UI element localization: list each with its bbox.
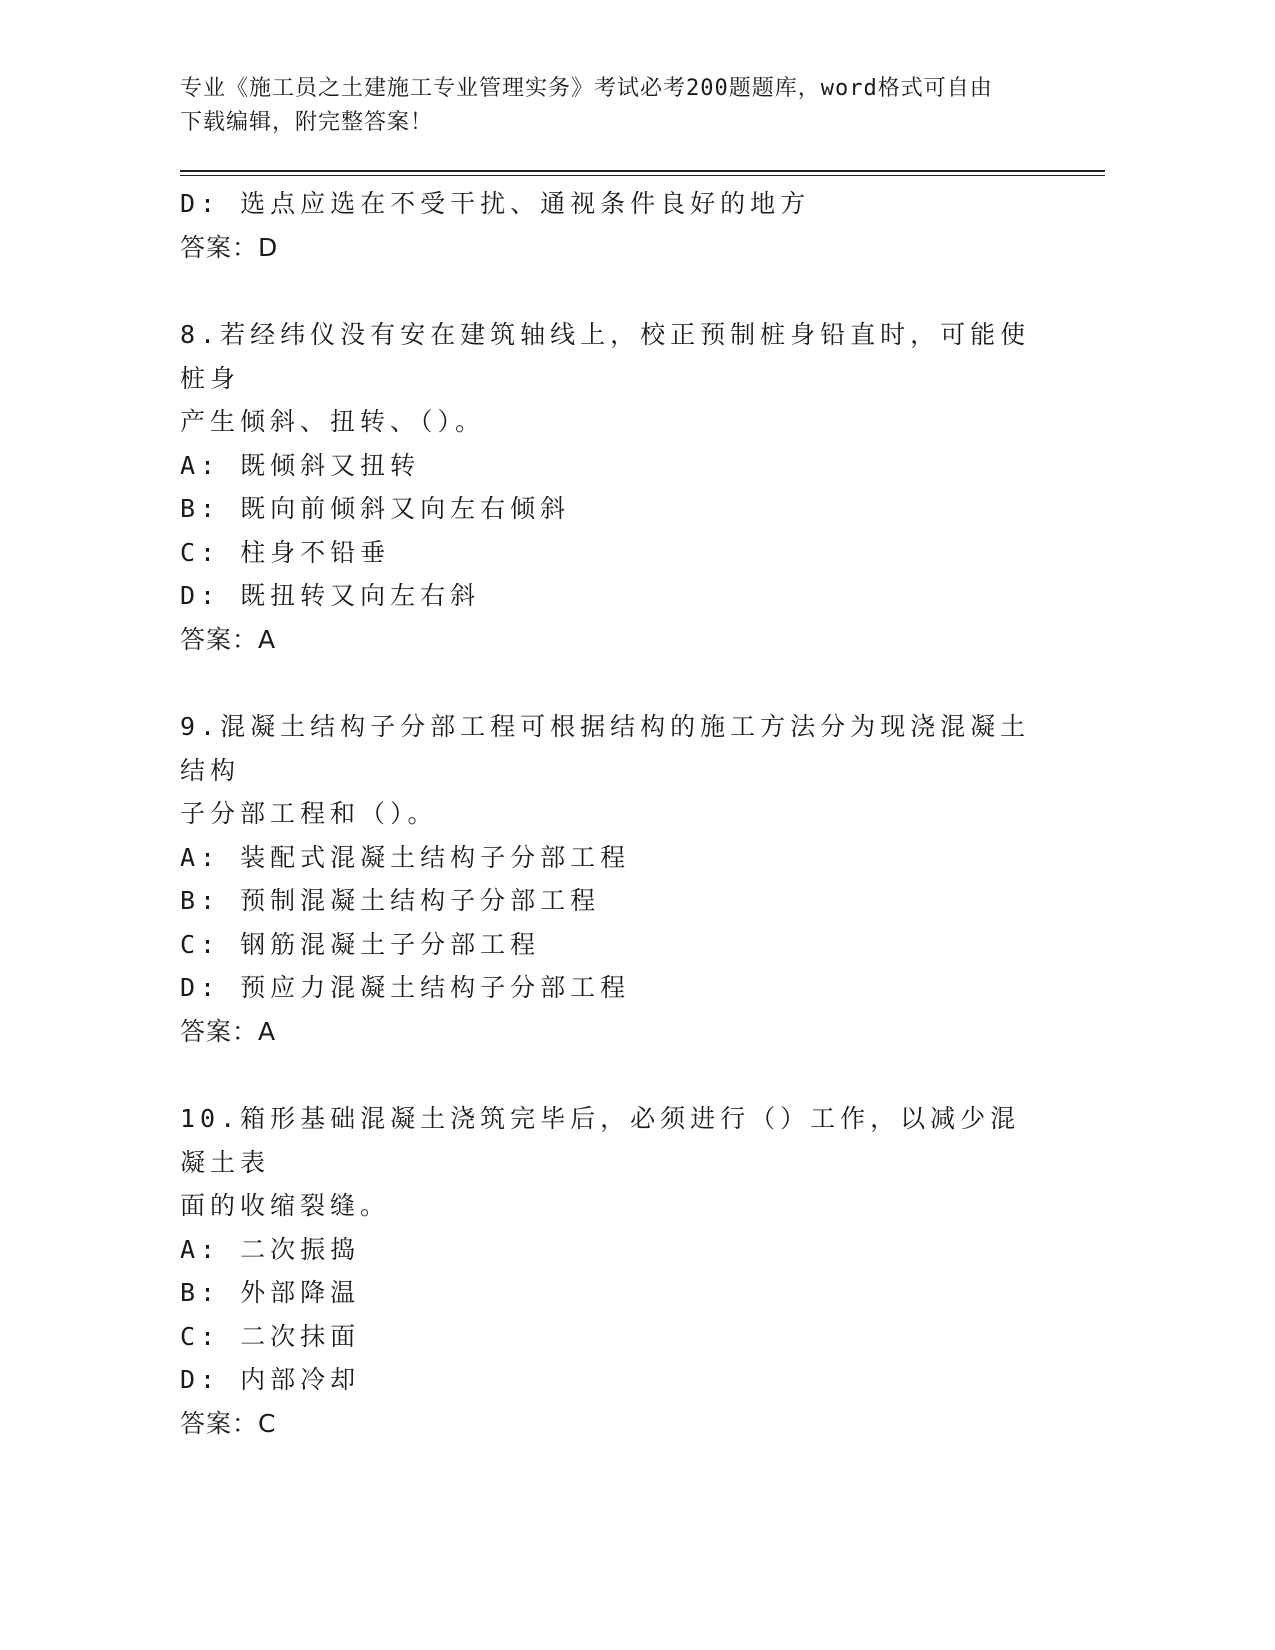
question-text-line: 子分部工程和（）。 [180, 799, 438, 828]
page-header [180, 72, 1040, 140]
option-d: D: 预应力混凝土结构子分部工程 [180, 973, 631, 1002]
option-a: A: 装配式混凝土结构子分部工程 [180, 842, 631, 872]
previous-question-tail [180, 182, 1080, 269]
option-b: B: 预制混凝土结构子分部工程 [180, 886, 601, 915]
option-d: D: 既扭转又向左右斜 [180, 581, 481, 610]
header-line-2: 下载编辑，附完整答案！ [180, 110, 434, 135]
answer-line: 答案：C [180, 1408, 277, 1438]
option-c: C: 二次抹面 [180, 1321, 361, 1351]
answer-line: 答案：D [180, 232, 279, 262]
question-10 [180, 1097, 1080, 1445]
answer-line: 答案：A [180, 1016, 277, 1046]
header-line-1: 专业《施工员之土建施工专业管理实务》考试必考200题题库，word格式可自由 [180, 76, 993, 101]
question-8 [180, 313, 1080, 661]
option-a: A: 既倾斜又扭转 [180, 450, 421, 480]
header-rule-thick [180, 170, 1105, 172]
question-text-line: 10.箱形基础混凝土浇筑完毕后，必须进行（）工作，以减少混凝土表 [180, 1104, 1021, 1177]
option-b: B: 既向前倾斜又向左右倾斜 [180, 494, 571, 523]
option-c: C: 钢筋混凝土子分部工程 [180, 929, 541, 959]
question-text-line: 产生倾斜、扭转、（）。 [180, 407, 486, 436]
question-text-line: 8.若经纬仪没有安在建筑轴线上，校正预制桩身铅直时，可能使桩身 [180, 320, 1031, 393]
option-d: D: 内部冷却 [180, 1365, 361, 1394]
answer-line: 答案：A [180, 624, 277, 654]
option-d: D: 选点应选在不受干扰、通视条件良好的地方 [180, 189, 811, 218]
question-content [180, 182, 1080, 1445]
option-a: A: 二次振捣 [180, 1234, 361, 1264]
question-text-line: 面的收缩裂缝。 [180, 1191, 391, 1220]
option-b: B: 外部降温 [180, 1278, 361, 1307]
question-9 [180, 705, 1080, 1053]
option-c: C: 柱身不铅垂 [180, 537, 391, 567]
header-rule-thin [180, 175, 1105, 176]
question-text-line: 9.混凝土结构子分部工程可根据结构的施工方法分为现浇混凝土结构 [180, 712, 1031, 785]
